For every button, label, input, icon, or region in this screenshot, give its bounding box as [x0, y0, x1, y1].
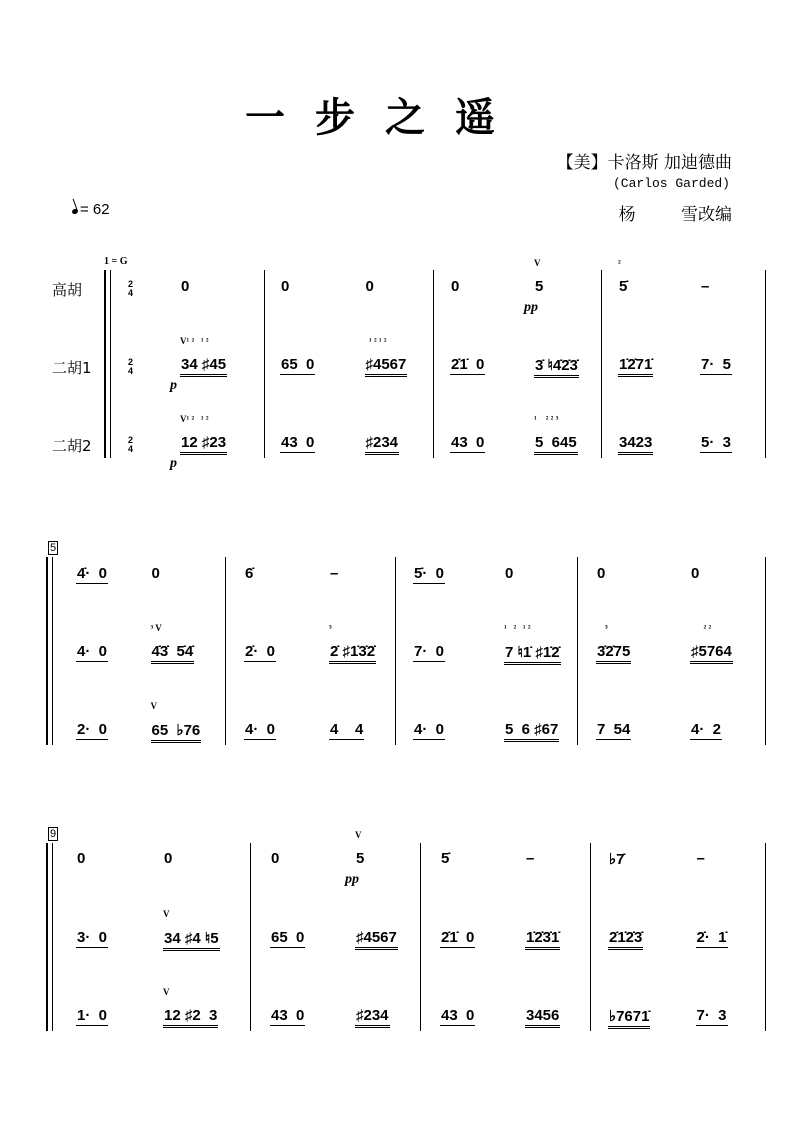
note-group: 5̇ [619, 278, 628, 295]
barline [264, 270, 265, 458]
beat-notes [534, 356, 579, 378]
measure-number: 5 [50, 542, 57, 554]
beat-notes [280, 278, 290, 295]
note-group: 34 ♯4 ♮5 [163, 929, 220, 951]
beat-notes [608, 1007, 650, 1029]
composer-english: (Carlos Garded) [612, 176, 730, 191]
beat-notes [696, 929, 728, 948]
beat-notes [413, 565, 445, 584]
note-group: 34 ♯45 [180, 356, 227, 377]
note-group: 0 [181, 278, 190, 295]
note-group: 7 54 [597, 721, 631, 738]
beat-notes [413, 643, 445, 662]
score-system [0, 828, 800, 1031]
beat-notes [170, 414, 227, 471]
beat-notes [700, 278, 710, 295]
beat-notes [76, 565, 108, 584]
barline [577, 557, 578, 745]
note-group: 0 [77, 850, 86, 867]
note-group: ♯234 [365, 434, 400, 455]
note-group: 65 ♭76 [151, 721, 202, 743]
beat-notes [618, 356, 653, 377]
note-group: 4· 0 [414, 721, 445, 738]
beat-notes [690, 565, 700, 582]
beat-notes [76, 643, 108, 662]
barline [250, 843, 251, 1031]
barline [765, 557, 766, 745]
beat-notes [151, 565, 161, 582]
beat-notes [355, 929, 398, 950]
beat-notes [345, 830, 365, 887]
fingering-bowing-marks: V¹ ² ¹ ² [180, 414, 209, 424]
fingering-bowing-marks: ³ [329, 623, 332, 633]
beat-notes [696, 1007, 728, 1026]
beat-notes [270, 929, 305, 948]
beat-notes [329, 565, 339, 582]
note-group: 2̇1̇ 0 [441, 929, 475, 946]
note-group: 1̇2̇3̇1̇ [525, 929, 560, 950]
beat-notes [365, 434, 400, 455]
beat-notes [180, 278, 190, 295]
dynamic-marking: pp [524, 300, 538, 315]
note-group: 5· 3 [701, 434, 732, 451]
note-group: 0 [365, 278, 374, 295]
beat-notes [618, 258, 628, 295]
note-group: ♭7̇ [609, 851, 625, 868]
beat-notes [163, 850, 173, 867]
score-title: 一步之遥 [245, 94, 525, 141]
beat-notes [244, 721, 276, 740]
beat-notes [76, 850, 86, 867]
note-group: 1· 0 [77, 1007, 108, 1024]
barline [433, 270, 434, 458]
system-bracket [46, 557, 53, 745]
note-group: 3· 0 [77, 929, 108, 946]
beat-notes [329, 721, 364, 740]
note-group: 3423 [618, 434, 653, 455]
beat-notes [504, 565, 514, 582]
beat-notes [270, 850, 280, 867]
note-group: 3̇2̇75 [596, 643, 631, 664]
note-group: – [701, 278, 710, 295]
note-group: – [696, 850, 705, 867]
beat-notes [440, 850, 450, 867]
note-group: 3̇ ♮4̇2̇3̇ [534, 356, 579, 378]
fingering-bowing-marks: V [163, 909, 170, 919]
note-group: 0 [271, 850, 280, 867]
note-group: 5 [356, 850, 365, 867]
dynamic-marking: p [170, 378, 177, 393]
note-group: 5 645 [534, 434, 578, 455]
beat-notes [413, 721, 445, 740]
note-group: 1̇2̇71̇ [618, 356, 653, 377]
note-group: 6̇ [245, 565, 254, 582]
note-group: 2̇1̇2̇3̇ [608, 929, 643, 950]
note-group: 0 [281, 278, 290, 295]
fingering-bowing-marks: ³ V [150, 623, 162, 633]
note-group: 2̇1̇ 0 [451, 356, 485, 373]
beat-notes [450, 278, 460, 295]
barline [225, 557, 226, 745]
note-group: 2̇· 0 [245, 643, 276, 660]
note-group: ♯4567 [355, 929, 398, 950]
beat-notes [504, 721, 559, 742]
note-group: 2̇· 1̇ [696, 929, 727, 946]
beat-notes [440, 1007, 475, 1026]
note-group: 4̇· 0 [77, 565, 108, 582]
score-system [0, 542, 800, 745]
beat-notes [170, 336, 227, 393]
note-group: 0 [505, 565, 514, 582]
part-name: 高胡 [52, 281, 83, 299]
barline [765, 270, 766, 458]
beat-notes [364, 336, 408, 377]
fingering-bowing-marks: V¹ ² ¹ ² [180, 336, 209, 346]
note-group: 7· 3 [696, 1007, 727, 1024]
fingering-bowing-marks: V [534, 258, 541, 268]
beat-notes [596, 623, 631, 664]
part-name: 二胡1 [52, 359, 92, 377]
note-group: 7· 0 [414, 643, 445, 660]
fingering-bowing-marks: V [150, 701, 157, 711]
beat-notes [696, 850, 706, 867]
beat-notes [150, 701, 202, 743]
fingering-bowing-marks: ¹ ² ¹ ² [364, 336, 387, 346]
quarter-note-icon [71, 208, 78, 215]
composer: 【美】卡洛斯 加迪德曲 [556, 153, 732, 173]
fingering-bowing-marks: V [355, 830, 362, 840]
beat-notes [244, 643, 276, 662]
note-group: 65 0 [281, 356, 315, 373]
beat-notes [504, 623, 561, 665]
arranger: 杨 雪改编 [618, 205, 732, 225]
note-group: 0 [151, 565, 160, 582]
part-name: 二胡2 [52, 437, 92, 455]
fingering-bowing-marks: ¹ ² ² ³ [534, 414, 559, 424]
note-group: ♭7671̇ [608, 1007, 650, 1029]
beat-notes [329, 623, 376, 664]
note-group: 5 [535, 278, 544, 295]
beat-notes [618, 434, 653, 455]
beat-notes [450, 434, 485, 453]
note-group: – [526, 850, 535, 867]
system-bracket [46, 843, 53, 1031]
measure-number: 9 [50, 828, 57, 840]
note-group: 65 0 [271, 929, 305, 946]
beat-notes [76, 721, 108, 740]
dynamic-marking: p [170, 456, 177, 471]
beat-notes [525, 850, 535, 867]
beat-notes [365, 278, 375, 295]
note-group: 0 [597, 565, 606, 582]
beat-notes [76, 929, 108, 948]
fingering-bowing-marks: ² ² [690, 623, 712, 633]
barline [395, 557, 396, 745]
beat-notes [450, 356, 485, 375]
beat-notes [690, 721, 722, 740]
beat-notes [163, 987, 218, 1028]
note-group: 2̇ ♯1̇3̇2̇ [329, 643, 376, 664]
note-group: 43 0 [451, 434, 485, 451]
beat-notes [440, 929, 475, 948]
time-signature: 2 4 [128, 435, 134, 454]
note-group: 0 [691, 565, 700, 582]
time-signature: 2 4 [128, 279, 134, 298]
note-group: 4· 2 [691, 721, 722, 738]
note-group: 12 ♯2 3 [163, 1007, 218, 1028]
note-group: 43 0 [441, 1007, 475, 1024]
beat-notes [76, 1007, 108, 1026]
beat-notes [700, 356, 732, 375]
beat-notes [280, 434, 315, 453]
beat-notes [608, 929, 643, 950]
barline [601, 270, 602, 458]
note-group: 12 ♯23 [180, 434, 227, 455]
beat-notes [270, 1007, 305, 1026]
note-group: 4· 0 [245, 721, 276, 738]
fingering-bowing-marks: ³ [596, 623, 608, 633]
beat-notes [280, 356, 315, 375]
note-group: 43 0 [281, 434, 315, 451]
tempo-marking [72, 201, 110, 218]
beat-notes [524, 258, 544, 315]
note-group: 3456 [525, 1007, 560, 1028]
note-group: 7· 5 [701, 356, 732, 373]
note-group: ♯5764 [690, 643, 733, 664]
key-signature: 1 = G [104, 256, 128, 267]
beat-notes [690, 623, 733, 664]
time-signature: 2 4 [128, 357, 134, 376]
beat-notes [596, 565, 606, 582]
beat-notes [700, 434, 732, 453]
beat-notes [355, 1007, 390, 1028]
beat-notes [150, 623, 195, 664]
beat-notes [163, 909, 220, 951]
note-group: 4̇3̇ 5̇4̇ [151, 643, 195, 664]
note-group: 4· 0 [77, 643, 108, 660]
note-group: – [330, 565, 339, 582]
note-group: 5̇ [441, 850, 450, 867]
dynamic-marking: pp [345, 872, 359, 887]
barline [420, 843, 421, 1031]
barline [765, 843, 766, 1031]
fingering-bowing-marks: ² [618, 258, 621, 268]
beat-notes [596, 721, 631, 740]
tempo-value: = 62 [80, 201, 110, 218]
beat-notes [244, 565, 254, 582]
note-group: 5 6 ♯67 [504, 721, 559, 742]
fingering-bowing-marks: ¹ ² ¹ ² [504, 623, 531, 633]
beat-notes [534, 414, 578, 455]
note-group: 0 [164, 850, 173, 867]
note-group: ♯4567 [365, 356, 408, 377]
note-group: 43 0 [271, 1007, 305, 1024]
note-group: 5̇· 0 [414, 565, 445, 582]
note-group: 7 ♮1̇ ♯1̇2̇ [504, 643, 561, 665]
fingering-bowing-marks: V [163, 987, 170, 997]
system-bracket [104, 270, 111, 458]
note-group: 0 [451, 278, 460, 295]
beat-notes [525, 929, 560, 950]
barline [590, 843, 591, 1031]
note-group: ♯234 [355, 1007, 390, 1028]
note-group: 4 4 [330, 721, 364, 738]
beat-notes [525, 1007, 560, 1028]
beat-notes [608, 850, 625, 868]
note-group: 2· 0 [77, 721, 108, 738]
